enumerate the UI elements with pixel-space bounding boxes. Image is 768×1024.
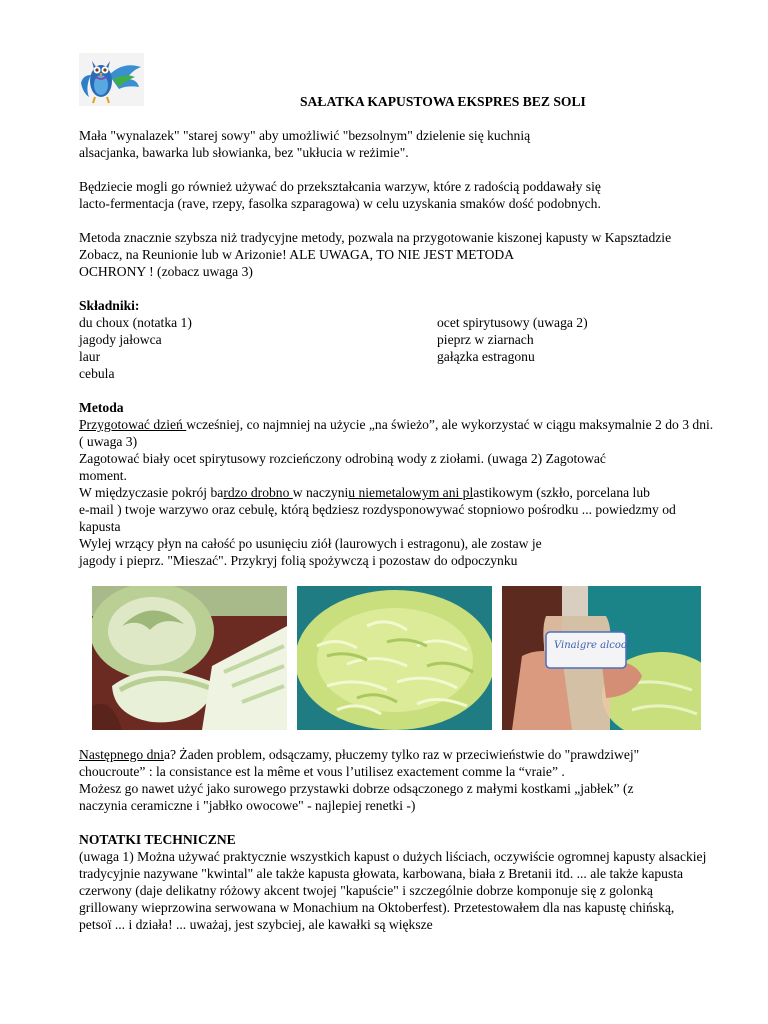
ingredient-item: pieprz w ziarnach (437, 332, 534, 347)
method-text: astikowym (szkło, porcelana lub (473, 485, 650, 500)
method-text: wcześniej, co najmniej na użycie „na świeżo”, ale wykorzystać w ciągu maksymalnie 2 do 3 dni. (186, 417, 714, 432)
next-day-text: a? Żaden problem, odsączamy, płuczemy tylko raz w przeciwieństwie do "prawdziwej" (163, 747, 640, 762)
ingredient-item: laur (79, 349, 101, 364)
next-day-underlined-text: Następnego dni (79, 747, 164, 762)
technical-notes-line-3: czerwony (daje delikatny różowy akcent twojej "kapuście" i szczególnie dobrze komponuje się z golonką (79, 883, 653, 898)
technical-notes-line-2: tradycyjnie nazywane "kwintal" ale także kapusta głowata, karbowana, biała z Bretanii itd. ... ale także kapusta (79, 866, 684, 881)
method-line-3: Zagotować biały ocet spirytusowy rozcieńczony odrobiną wody z ziołami. (uwaga 2) Zagotować (79, 451, 606, 466)
method-line-8: Wylej wrzący płyn na całość po usunięciu ziół (laurowych i estragonu), ale zostaw je (79, 536, 542, 551)
method-text: W międzyczasie pokrój ba (79, 485, 224, 500)
method-line-6: e-mail ) twoje warzywo oraz cebulę, którą będziesz rozdysponowywać stopniowo pośrodku ... powiedzmy od (79, 502, 676, 517)
paragraph-2-line-2: lacto-fermentacja (rave, rzepy, fasolka szparagowa) w celu uzyskania smaków dość podobnych. (79, 196, 601, 211)
method-line-4: moment. (79, 468, 127, 483)
method-heading: Metoda (79, 400, 124, 415)
paragraph-2-line-1: Będziecie mogli go również używać do przekształcania warzyw, które z radością poddawały się (79, 179, 601, 194)
method-underlined-text: u niemetalowym ani pl (348, 485, 474, 500)
intro-line-1: Mała "wynalazek" "starej sowy" aby umożliwić "bezsolnym" dzielenie się kuchnią (79, 128, 531, 143)
technical-notes-line-4: grillowany wieprzowina serwowana w Monachium na Oktoberfest). Przetestowałem dla nas kapustę chińską, (79, 900, 675, 915)
method-line-5 (79, 484, 650, 501)
ingredients-heading: Składniki: (79, 298, 140, 313)
paragraph-3-line-2: Zobacz, na Reunionie lub w Arizonie! ALE UWAGA, TO NIE JEST METODA (79, 247, 515, 262)
next-day-line-3: Możesz go nawet użyć jako surowego przystawki dobrze odsączonego z małymi kostkami „jabłek” (z (79, 781, 634, 796)
bottle-label: Vinaigre alcool (554, 640, 631, 651)
ingredient-item: du choux (notatka 1) (79, 315, 192, 330)
paragraph-3-line-3: OCHRONY ! (zobacz uwaga 3) (79, 264, 253, 279)
next-day-line-1 (79, 746, 639, 763)
next-day-line-4: naczynia ceramiczne i "jabłko owocowe" - najlepiej renetki -) (79, 798, 416, 813)
page-title: SAŁATKA KAPUSTOWA EKSPRES BEZ SOLI (300, 94, 586, 109)
technical-notes-heading: NOTATKI TECHNICZNE (79, 832, 236, 847)
ingredient-item: gałązka estragonu (437, 349, 535, 364)
next-day-line-2: choucroute” : la consistance est la même et vous l’utilisez exactement comme la “vraie” . (79, 764, 565, 779)
method-underlined-text: Przygotować dzień (79, 417, 187, 432)
cut-cabbage-photo (92, 586, 287, 730)
shredded-cabbage-photo (297, 586, 492, 730)
ingredient-item: jagody jałowca (79, 332, 162, 347)
method-line-7: kapusta (79, 519, 121, 534)
technical-notes-line-5: petsoï ... i działa! ... uważaj, jest szybciej, ale kawałki są większe (79, 917, 433, 932)
method-underlined-text: rdzo drobno (223, 485, 293, 500)
method-line-1 (79, 416, 713, 433)
ingredient-item: ocet spirytusowy (uwaga 2) (437, 315, 588, 330)
owl-logo-icon (79, 53, 144, 106)
method-text: w naczyni (292, 485, 349, 500)
intro-line-2: alsacjanka, bawarka lub słowianka, bez "ukłucia w reżimie". (79, 145, 409, 160)
method-line-2: ( uwaga 3) (79, 434, 138, 449)
vinegar-bottle-photo (502, 586, 701, 730)
technical-notes-line-1: (uwaga 1) Można używać praktycznie wszystkich kapust o dużych liściach, oczywiście ogromnej kapusty alsackiej (79, 849, 707, 864)
method-line-9: jagody i pieprz. "Mieszać". Przykryj folią spożywczą i pozostaw do odpoczynku (79, 553, 518, 568)
paragraph-3-line-1: Metoda znacznie szybsza niż tradycyjne metody, pozwala na przygotowanie kiszonej kapusty w Kapsztadzie (79, 230, 672, 245)
ingredient-item: cebula (79, 366, 115, 381)
